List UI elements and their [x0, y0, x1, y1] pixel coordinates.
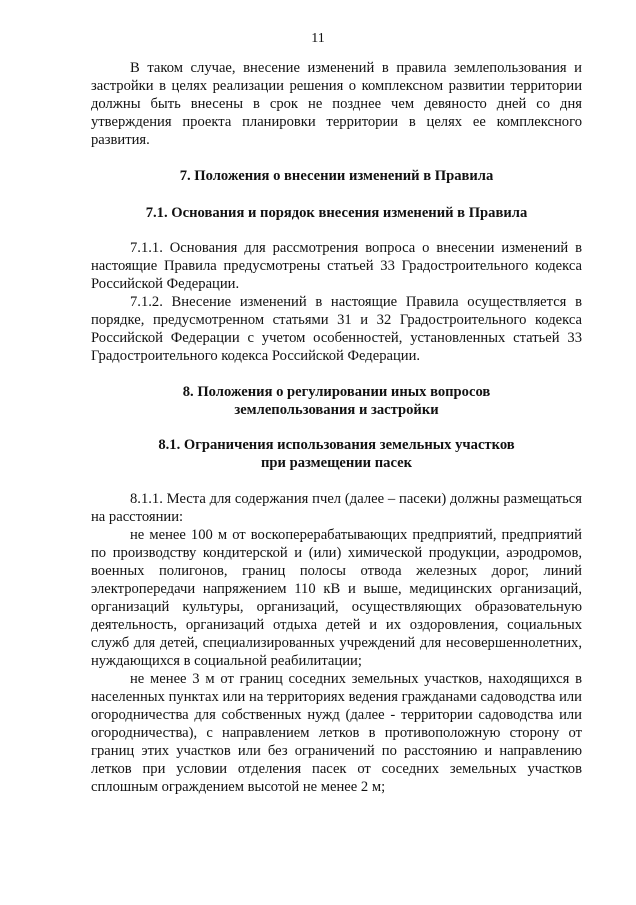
page-content — [91, 59, 582, 796]
subsection-heading-8-1-line1: 8.1. Ограничения использования земельных участков — [158, 437, 515, 453]
subsection-heading-8-1-line2: при размещении пасек — [261, 455, 412, 471]
section-heading-8 — [91, 383, 582, 419]
section-heading-8-line1: 8. Положения о регулировании иных вопросов — [182, 384, 491, 400]
paragraph-complex-development: В таком случае, внесение изменений в правила землепользования и застройки в целях реализации решения о комплексном развитии территории должны быть внесены в срок не позднее чем девяносто дней со дня утверждения проекта планировки территории в целях ее комплексного развития. — [91, 60, 582, 148]
section-heading-7: 7. Положения о внесении изменений в Правила — [179, 168, 494, 184]
paragraph-distance-3m: не менее 3 м от границ соседних земельных участков, находящихся в населенных пунктах или на территориях ведения гражданами садоводства или огородничества для собственных нужд (далее - территории садоводства или огородничества), с направлением летков в противоположную сторону от границ этих участков или без ограничений по расстоянию и направлению летков при условии отделения пасек от соседних земельных участков сплошным ограждением высотой не менее 2 м; — [91, 671, 582, 795]
paragraph-distance-100m: не менее 100 м от воскоперерабатывающих предприятий, предприятий по производству кондитерской и (или) химической продукции, аэродромов, военных полигонов, границ полосы отвода железных дорог, линий электропередачи напряжением 110 кВ и выше, медицинских организаций, организаций культуры, организаций, осуществляющих образовательную деятельность, организаций отдыха детей и их оздоровления, социальных служб для детей, специализированных учреждений для несовершеннолетних, нуждающихся в социальной реабилитации; — [91, 527, 582, 669]
paragraph-7-1-1: 7.1.1. Основания для рассмотрения вопроса о внесении изменений в настоящие Правила предусмотрены статьей 33 Градостроительного кодекса Российской Федерации. — [91, 240, 582, 292]
subsection-heading-7-1: 7.1. Основания и порядок внесения изменений в Правила — [145, 205, 528, 221]
section-heading-8-line2: землепользования и застройки — [234, 402, 439, 418]
subsection-heading-8-1 — [91, 436, 582, 472]
paragraph-8-1-1: 8.1.1. Места для содержания пчел (далее – пасеки) должны размещаться на расстоянии: — [91, 491, 582, 525]
paragraph-7-1-2: 7.1.2. Внесение изменений в настоящие Правила осуществляется в порядке, предусмотренном статьями 31 и 32 Градостроительного кодекса Российской Федерации с учетом особенностей, установленных статьей 33 Градостроительного кодекса Российской Федерации. — [91, 294, 582, 364]
page-number: 11 — [311, 31, 325, 46]
